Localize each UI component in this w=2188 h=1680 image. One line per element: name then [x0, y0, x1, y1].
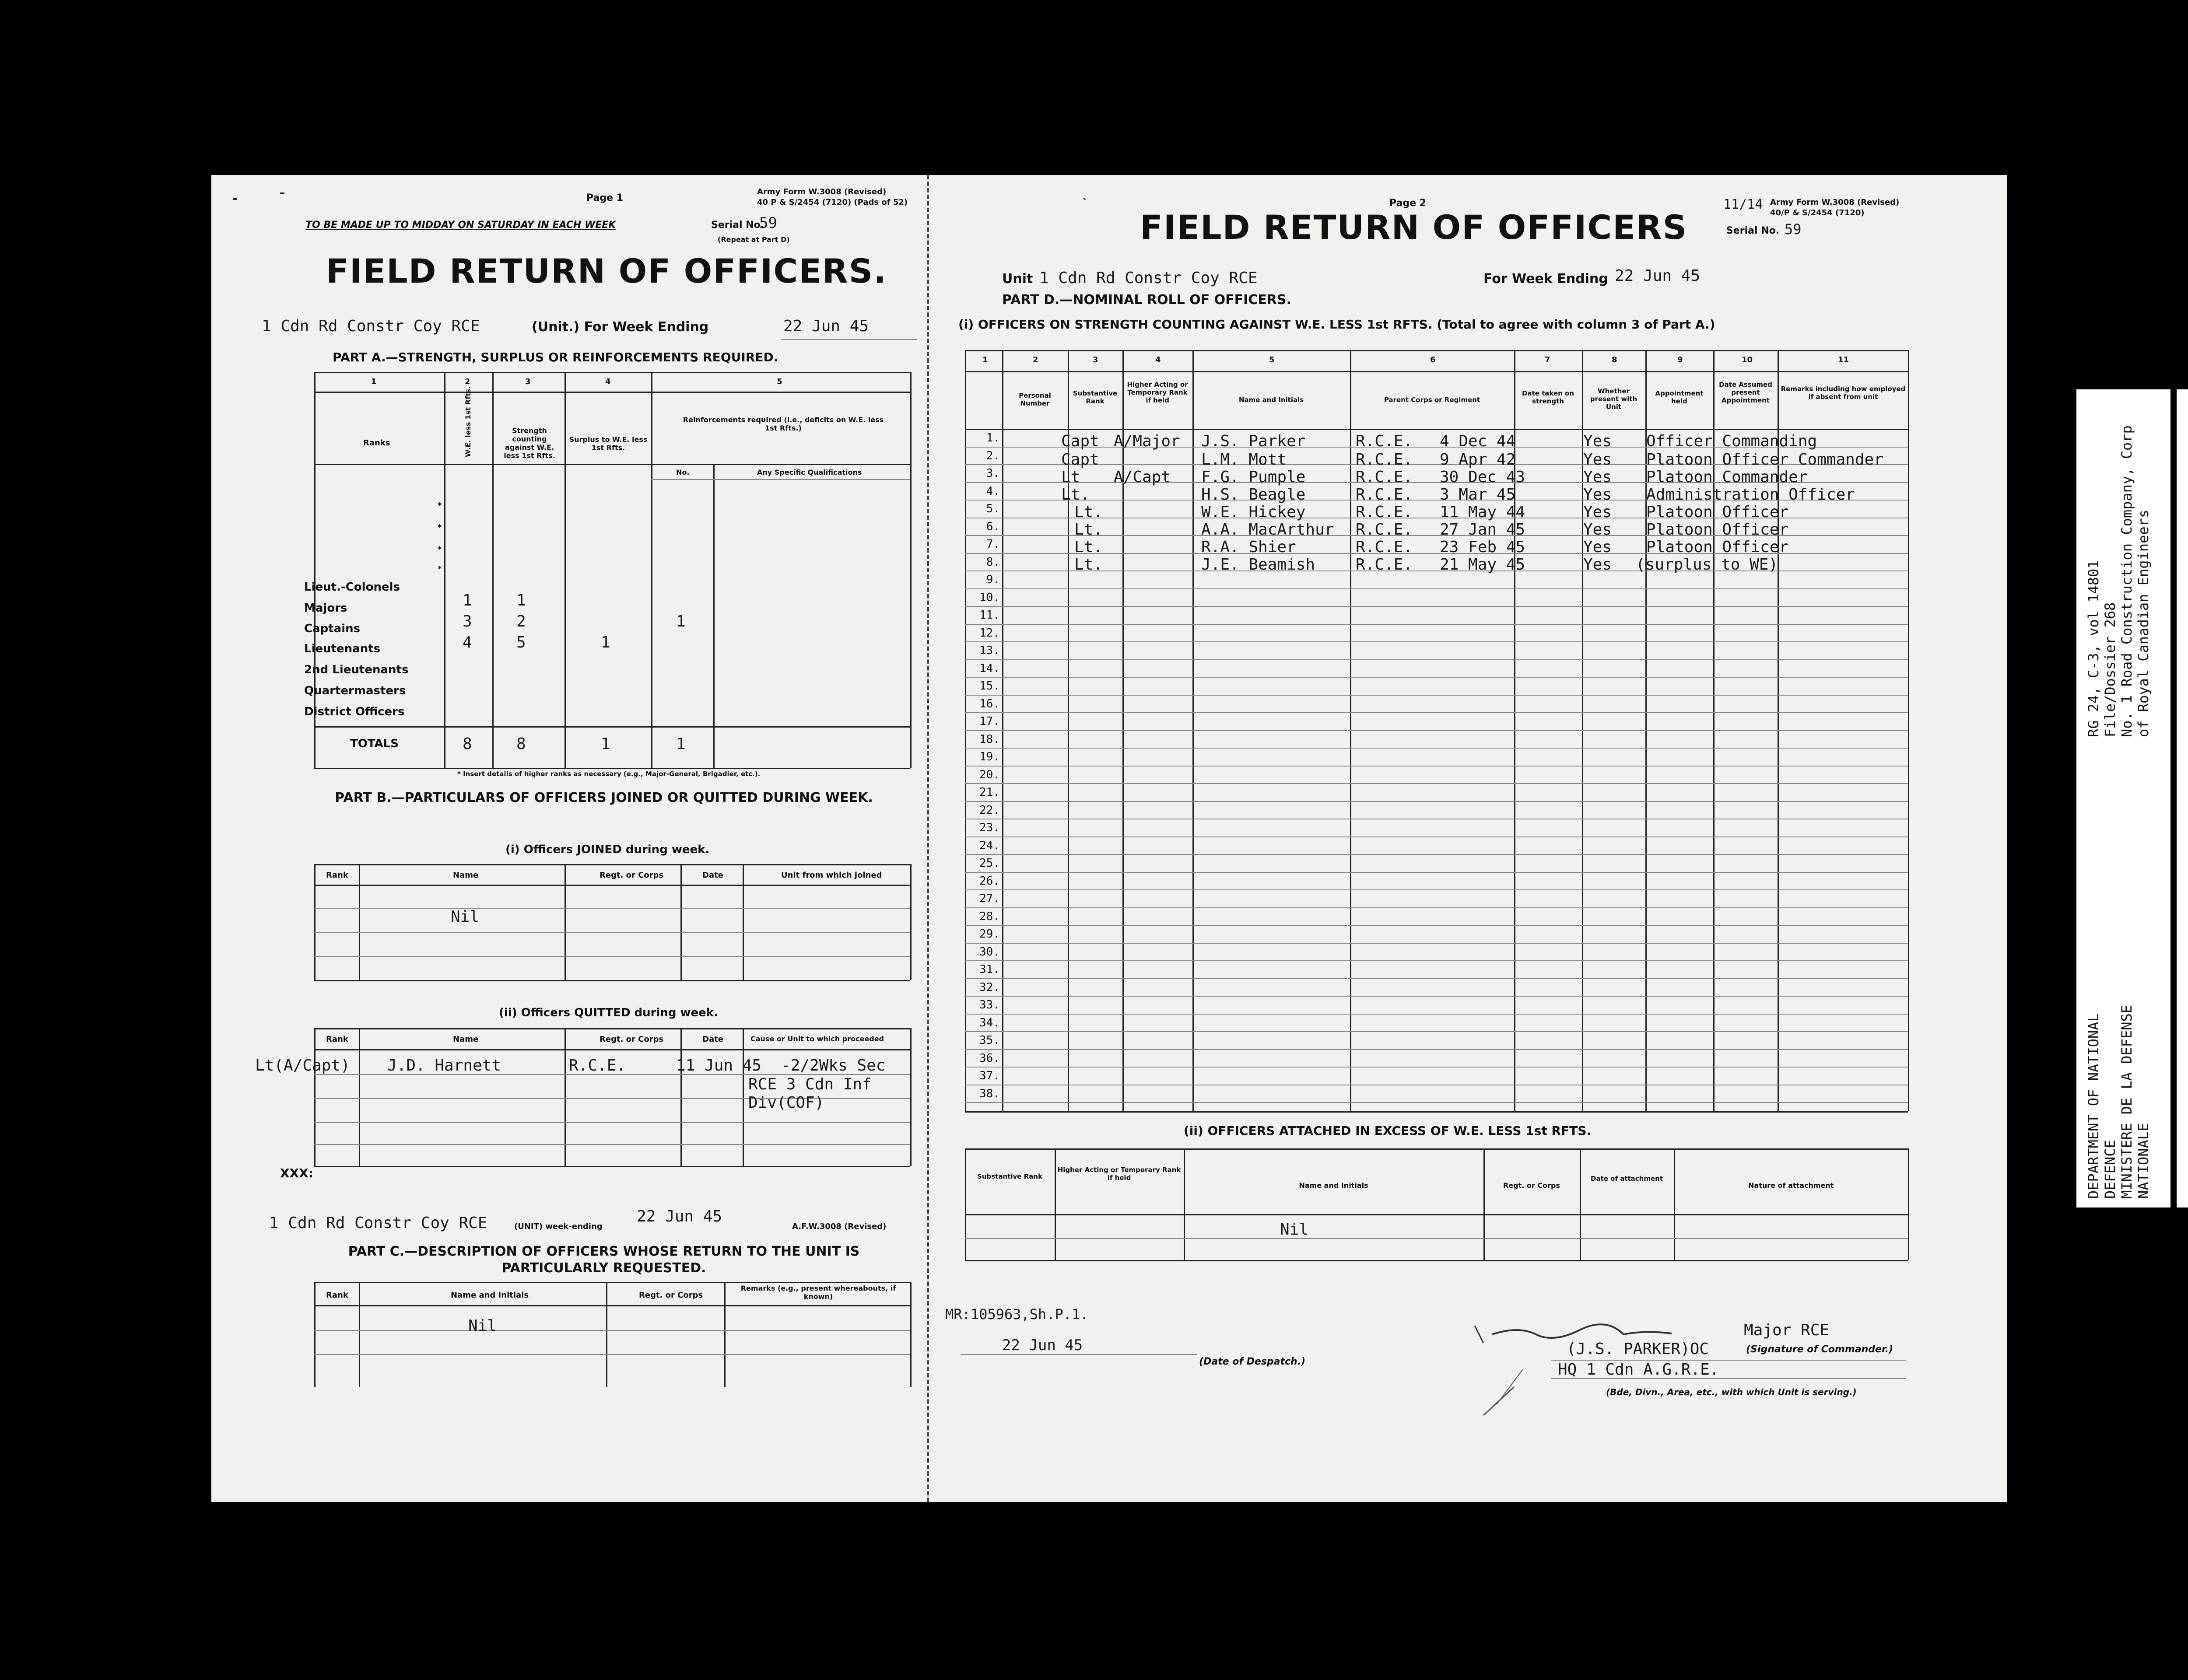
- roll-colnum-3: 3: [1093, 355, 1098, 364]
- attached-value: Nil: [1280, 1221, 1309, 1239]
- officer-date: 9 Apr 42: [1440, 451, 1516, 469]
- part-d-title: PART D.—NOMINAL ROLL OF OFFICERS.: [1002, 292, 1291, 308]
- page2-week-label: For Week Ending: [1483, 271, 1608, 287]
- roll-row-number: 21.: [979, 786, 1000, 799]
- part-a-col-surplus: Surplus to W.E. less 1st Rfts.: [569, 435, 648, 452]
- archive-dept-line4: NATIONALE: [2135, 1123, 2152, 1199]
- officer-appointment: Officer Commanding: [1646, 432, 1817, 450]
- roll-row-line: [965, 783, 1908, 784]
- officer-corps: R.C.E.: [1356, 503, 1413, 521]
- part-a-colnum-4: 4: [605, 377, 611, 386]
- despatch-date: 22 Jun 45: [1002, 1337, 1083, 1354]
- archive-ref-line1: RG 24, C-3, vol 14801: [2085, 560, 2102, 737]
- hq-value: HQ 1 Cdn A.G.R.E.: [1558, 1361, 1719, 1379]
- archive-dept-line1: DEPARTMENT OF NATIONAL: [2085, 1013, 2102, 1199]
- part-a-captains-strength: 2: [516, 612, 526, 630]
- roll-row-line: [965, 712, 1908, 713]
- roll-row-line: [965, 606, 1908, 607]
- roll-row-number: 32.: [979, 980, 1000, 994]
- roll-row-number: 16.: [979, 697, 1000, 710]
- roll-row-line: [965, 677, 1908, 678]
- roll-row-number: 2.: [986, 449, 1000, 462]
- punch-mark: [280, 192, 284, 194]
- roll-row-line: [965, 907, 1908, 908]
- page-fold-line: [927, 175, 929, 1502]
- roll-row-line: [965, 730, 1908, 731]
- archive-ref-line3: No. 1 Road Construction Company, Corp: [2118, 425, 2135, 737]
- roll-col-name: Name and Initials: [1238, 396, 1304, 404]
- roll-col-substantive-rank: Substantive Rank: [1073, 389, 1118, 405]
- quitted-cause-3: Div(COF): [748, 1094, 824, 1112]
- roll-row-number: 27.: [979, 892, 1000, 905]
- officer-appointment: Platoon Officer: [1646, 538, 1789, 556]
- attached-col-corps: Regt. or Corps: [1503, 1181, 1560, 1190]
- officer-rank: Lt.: [1074, 521, 1103, 539]
- part-c-col-corps: Regt. or Corps: [639, 1291, 703, 1300]
- part-a-totals-surplus: 1: [601, 735, 610, 753]
- part-a-rank: Lieut.-Colonels: [304, 581, 400, 594]
- attached-col-nature: Nature of attachment: [1748, 1181, 1834, 1190]
- officer-appointment: Platoon Officer Commander: [1646, 451, 1883, 469]
- officer-corps: R.C.E.: [1356, 556, 1413, 574]
- roll-row-line: [965, 960, 1908, 961]
- officer-higher-rank: A/Major: [1114, 432, 1180, 450]
- roll-row-line: [965, 748, 1908, 749]
- roll-row-number: 13.: [979, 644, 1000, 657]
- part-a-totals-we: 8: [463, 735, 472, 753]
- roll-row-number: 5.: [986, 502, 1000, 515]
- pencil-mark: `: [1082, 197, 1088, 210]
- roll-col-personal-number: Personal Number: [1019, 392, 1051, 407]
- joined-value: Nil: [451, 908, 480, 926]
- page2-form-print: 40/P & S/2454 (7120): [1770, 208, 1865, 217]
- part-a-col-no: No.: [676, 468, 690, 476]
- roll-row-number: 12.: [979, 626, 1000, 640]
- officer-present: Yes: [1583, 432, 1612, 450]
- officer-present: Yes: [1583, 451, 1612, 469]
- archive-ref-line2: File/Dossier 268: [2102, 602, 2118, 737]
- attached-col-rank: Substantive Rank: [977, 1172, 1042, 1180]
- roll-row-line: [965, 836, 1908, 837]
- part-a-col-qual: Any Specific Qualifications: [757, 468, 862, 476]
- roll-row-line: [965, 1014, 1908, 1015]
- part-a-footnote: * Insert details of higher ranks as necessary (e.g., Major-General, Brigadier, etc.).: [457, 770, 761, 778]
- officer-present: Yes: [1583, 538, 1612, 556]
- officer-rank: Lt.: [1074, 556, 1103, 574]
- signature-name: (J.S. PARKER)OC: [1567, 1340, 1709, 1358]
- roll-colnum-6: 6: [1430, 355, 1436, 364]
- page2-unit-label: Unit: [1002, 271, 1033, 287]
- section-i-title: (i) OFFICERS ON STRENGTH COUNTING AGAINST W.E. LESS 1st RFTS. (Total to agree with column 3 of Part A.): [958, 317, 1715, 332]
- roll-row-number: 1.: [986, 431, 1000, 444]
- part-a-rank: Lieutenants: [304, 642, 381, 655]
- officer-corps: R.C.E.: [1356, 521, 1413, 539]
- officer-name: F.G. Pumple: [1201, 468, 1306, 486]
- part-c-col-rank: Rank: [326, 1291, 348, 1300]
- roll-col-corps: Parent Corps or Regiment: [1384, 396, 1480, 404]
- roll-col-present: Whether present with Unit: [1590, 387, 1637, 411]
- part-a-rank: Majors: [304, 602, 347, 615]
- attached-col-name: Name and Initials: [1299, 1181, 1368, 1190]
- roll-row-line: [965, 588, 1908, 589]
- roll-row-line: [965, 659, 1908, 660]
- page1-unit-label: (Unit.) For Week Ending: [532, 319, 709, 335]
- officer-corps: R.C.E.: [1356, 451, 1413, 469]
- page2-serial-value: 59: [1785, 221, 1802, 238]
- part-c-title: PART C.—DESCRIPTION OF OFFICERS WHOSE RETURN TO THE UNIT IS PARTICULARLY REQUESTED.: [348, 1244, 860, 1276]
- part-a-totals-no: 1: [676, 735, 686, 753]
- part-a-col-ranks: Ranks: [363, 438, 390, 448]
- part-a-col-reinf: Reinforcements required (i.e., deficits on W.E. less 1st Rfts.): [683, 416, 884, 432]
- roll-row-line: [965, 996, 1908, 997]
- serial-value: 59: [759, 214, 777, 232]
- roll-row-line: [965, 1031, 1908, 1032]
- roll-row-line: [965, 695, 1908, 696]
- quitted-col-rank: Rank: [326, 1035, 348, 1044]
- archive-dept-line2: DEFENCE: [2102, 1140, 2118, 1199]
- part-b-title: PART B.—PARTICULARS OF OFFICERS JOINED OR QUITTED DURING WEEK.: [335, 790, 873, 805]
- page2-unit-value: 1 Cdn Rd Constr Coy RCE: [1039, 269, 1258, 287]
- roll-row-number: 31.: [979, 963, 1000, 976]
- roll-row-number: 11.: [979, 609, 1000, 622]
- quitted-cause-2: RCE 3 Cdn Inf: [748, 1075, 872, 1093]
- part-a-majors-strength: 1: [516, 592, 526, 609]
- part-c-form-ref: A.F.W.3008 (Revised): [792, 1222, 887, 1231]
- part-c-unit-label: (UNIT) week-ending: [514, 1222, 603, 1231]
- part-c-col-remarks: Remarks (e.g., present whereabouts, if known): [740, 1284, 896, 1301]
- page2-form-code: Army Form W.3008 (Revised): [1770, 198, 1900, 207]
- quitted-col-corps: Regt. or Corps: [600, 1035, 664, 1044]
- officer-corps: R.C.E.: [1356, 538, 1413, 556]
- officer-date: 11 May 44: [1440, 503, 1525, 521]
- officer-name: R.A. Shier: [1201, 538, 1296, 556]
- roll-row-number: 19.: [979, 750, 1000, 763]
- asterisk-mark: *: [438, 564, 442, 574]
- roll-row-line: [965, 1102, 1908, 1103]
- roll-colnum-8: 8: [1612, 355, 1617, 364]
- officer-rank: Capt: [1061, 432, 1099, 450]
- roll-row-number: 7.: [986, 538, 1000, 551]
- roll-row-line: [965, 925, 1908, 926]
- roll-row-number: 15.: [979, 679, 1000, 693]
- part-a-colnum-3: 3: [525, 377, 531, 386]
- roll-row-number: 8.: [986, 555, 1000, 569]
- roll-row-line: [965, 854, 1908, 855]
- part-a-rank: Captains: [304, 622, 361, 635]
- roll-row-line: [965, 889, 1908, 890]
- officer-corps: R.C.E.: [1356, 468, 1413, 486]
- page2-corner-number: 11/14: [1723, 197, 1763, 212]
- quitted-cause-1: -2/2Wks Sec: [781, 1057, 886, 1074]
- officer-appointment: (surplus to WE): [1636, 556, 1778, 574]
- roll-row-number: 3.: [986, 467, 1000, 480]
- roll-row-number: 33.: [979, 998, 1000, 1012]
- officer-appointment: Administration Officer: [1646, 486, 1855, 504]
- roll-row-number: 34.: [979, 1016, 1000, 1029]
- roll-row-line: [965, 1067, 1908, 1068]
- roll-row-number: 23.: [979, 821, 1000, 834]
- roll-colnum-9: 9: [1677, 355, 1683, 364]
- page2-label: Page 2: [1389, 198, 1427, 209]
- roll-col-date-taken: Date taken on strength: [1522, 389, 1574, 405]
- officer-name: L.M. Mott: [1201, 451, 1287, 469]
- part-a-captains-no: 1: [676, 612, 686, 630]
- joined-col-name: Name: [453, 871, 479, 880]
- officer-name: A.A. MacArthur: [1201, 521, 1334, 539]
- roll-row-number: 10.: [979, 591, 1000, 604]
- signature-rank: Major RCE: [1744, 1321, 1830, 1339]
- quitted-col-date: Date: [702, 1035, 723, 1044]
- quitted-col-name: Name: [453, 1035, 479, 1044]
- roll-row-number: 37.: [979, 1069, 1000, 1082]
- part-b-quitted-title: (ii) Officers QUITTED during week.: [499, 1006, 718, 1019]
- joined-col-corps: Regt. or Corps: [600, 871, 664, 880]
- roll-col-date-assumed: Date Assumed present Appointment: [1719, 381, 1772, 404]
- xxx-mark: XXX:: [280, 1166, 313, 1180]
- roll-row-number: 28.: [979, 910, 1000, 923]
- signature-label: (Signature of Commander.): [1746, 1344, 1893, 1355]
- page2-week-ending: 22 Jun 45: [1615, 267, 1701, 285]
- part-a-title: PART A.—STRENGTH, SURPLUS OR REINFORCEMENTS REQUIRED.: [333, 350, 778, 364]
- hq-label: (Bde, Divn., Area, etc., with which Unit is serving.): [1606, 1387, 1857, 1397]
- part-a-col-strength: Strength counting against W.E. less 1st Rfts.: [504, 427, 555, 460]
- roll-row-line: [965, 1049, 1908, 1050]
- officer-present: Yes: [1583, 556, 1612, 574]
- officer-rank: Lt.: [1074, 503, 1103, 521]
- part-a-colnum-2: 2: [465, 377, 470, 386]
- page1-form-print: 40 P & S/2454 (7120) (Pads of 52): [757, 198, 908, 207]
- roll-colnum-11: 11: [1838, 355, 1849, 364]
- part-a-lieutenants-we: 4: [463, 634, 472, 651]
- serial-note: (Repeat at Part D): [718, 235, 790, 244]
- part-a-rank: District Officers: [304, 705, 405, 718]
- officer-date: 27 Jan 45: [1440, 521, 1525, 539]
- roll-row-number: 17.: [979, 715, 1000, 728]
- part-c-col-name: Name and Initials: [451, 1291, 529, 1300]
- roll-colnum-1: 1: [982, 355, 988, 364]
- officer-appointment: Platoon Officer: [1646, 521, 1789, 539]
- officer-date: 30 Dec 43: [1440, 468, 1525, 486]
- page1-unit-value: 1 Cdn Rd Constr Coy RCE: [262, 317, 480, 335]
- roll-row-number: 36.: [979, 1051, 1000, 1065]
- officer-present: Yes: [1583, 468, 1612, 486]
- joined-col-rank: Rank: [326, 871, 348, 880]
- part-a-rank: 2nd Lieutenants: [304, 663, 409, 676]
- officer-present: Yes: [1583, 486, 1612, 504]
- roll-colnum-5: 5: [1269, 355, 1275, 364]
- officer-rank: Capt: [1061, 451, 1099, 469]
- officer-name: W.E. Hickey: [1201, 503, 1306, 521]
- roll-colnum-10: 10: [1742, 355, 1753, 364]
- officer-rank: Lt.: [1074, 538, 1103, 556]
- officer-present: Yes: [1583, 521, 1612, 539]
- page1-instruction: TO BE MADE UP TO MIDDAY ON SATURDAY IN EACH WEEK: [305, 220, 616, 231]
- asterisk-mark: *: [438, 545, 442, 554]
- page1-title: FIELD RETURN OF OFFICERS.: [326, 252, 887, 290]
- part-a-lieutenants-strength: 5: [516, 634, 526, 651]
- asterisk-mark: *: [438, 501, 442, 510]
- part-a-totals-strength: 8: [516, 735, 526, 753]
- officer-date: 4 Dec 44: [1440, 432, 1516, 450]
- roll-row-number: 20.: [979, 768, 1000, 781]
- roll-row-number: 6.: [986, 520, 1000, 533]
- roll-row-number: 30.: [979, 945, 1000, 959]
- despatch-label: (Date of Despatch.): [1199, 1356, 1306, 1367]
- part-b-joined-title: (i) Officers JOINED during week.: [505, 843, 710, 856]
- officer-name: J.E. Beamish: [1201, 556, 1315, 574]
- roll-colnum-2: 2: [1033, 355, 1038, 364]
- roll-row-number: 4.: [986, 484, 1000, 498]
- attached-col-higher: Higher Acting or Temporary Rank if held: [1057, 1166, 1181, 1182]
- roll-col-higher-rank: Higher Acting or Temporary Rank if held: [1127, 381, 1188, 404]
- roll-row-number: 9.: [986, 573, 1000, 586]
- joined-col-date: Date: [702, 871, 723, 880]
- officer-appointment: Platoon Commander: [1646, 468, 1808, 486]
- quitted-name: J.D. Harnett: [387, 1057, 501, 1074]
- joined-col-unit: Unit from which joined: [781, 871, 882, 880]
- part-c-value: Nil: [468, 1317, 497, 1335]
- officer-date: 23 Feb 45: [1440, 538, 1525, 556]
- archive-dept-line3: MINISTERE DE LA DEFENSE: [2118, 1004, 2135, 1199]
- page1-label: Page 1: [586, 192, 624, 203]
- quitted-col-cause: Cause or Unit to which proceeded: [750, 1035, 884, 1043]
- part-c-week-ending: 22 Jun 45: [637, 1208, 722, 1225]
- part-a-col-we: W.E. less 1st Rfts.: [464, 386, 472, 457]
- roll-row-line: [965, 872, 1908, 873]
- officer-name: J.S. Parker: [1201, 432, 1306, 450]
- page1-form-code: Army Form W.3008 (Revised): [757, 187, 887, 196]
- part-a-rank: Quartermasters: [304, 684, 406, 697]
- officer-corps: R.C.E.: [1356, 432, 1413, 450]
- roll-row-number: 38.: [979, 1087, 1000, 1100]
- punch-mark: [233, 198, 237, 200]
- label-divider-bar: [2170, 389, 2177, 1208]
- part-a-totals-label: TOTALS: [350, 737, 399, 750]
- officer-present: Yes: [1583, 503, 1612, 521]
- archive-ref-line4: of Royal Canadian Engineers: [2135, 509, 2152, 737]
- part-a-lieutenants-surplus: 1: [601, 634, 610, 651]
- part-a-colnum-1: 1: [371, 377, 377, 386]
- roll-row-number: 35.: [979, 1034, 1000, 1047]
- roll-row-number: 24.: [979, 839, 1000, 852]
- roll-row-number: 25.: [979, 857, 1000, 870]
- attached-col-date: Date of attachment: [1591, 1175, 1663, 1183]
- officer-higher-rank: A/Capt: [1114, 468, 1171, 486]
- part-a-captains-we: 3: [463, 612, 472, 630]
- part-a-majors-we: 1: [463, 592, 472, 609]
- roll-row-line: [965, 978, 1908, 979]
- roll-colnum-4: 4: [1155, 355, 1161, 364]
- officer-name: H.S. Beagle: [1201, 486, 1306, 504]
- document-sheet: [211, 175, 2007, 1502]
- quitted-date: 11 Jun 45: [676, 1057, 762, 1074]
- officer-rank: Lt: [1061, 468, 1080, 486]
- quitted-rank: Lt(A/Capt): [255, 1057, 350, 1074]
- roll-row-number: 29.: [979, 928, 1000, 941]
- officer-date: 21 May 45: [1440, 556, 1525, 574]
- section-ii-title: (ii) OFFICERS ATTACHED IN EXCESS OF W.E. LESS 1st RFTS.: [1184, 1124, 1591, 1138]
- part-c-unit-value: 1 Cdn Rd Constr Coy RCE: [269, 1214, 487, 1232]
- roll-colnum-7: 7: [1545, 355, 1550, 364]
- roll-row-line: [965, 624, 1908, 625]
- roll-row-line: [965, 943, 1908, 944]
- asterisk-mark: *: [438, 523, 442, 532]
- page2-title: FIELD RETURN OF OFFICERS: [1140, 208, 1688, 247]
- roll-row-number: 26.: [979, 874, 1000, 888]
- page1-week-ending: 22 Jun 45: [783, 317, 869, 335]
- officer-rank: Lt.: [1061, 486, 1090, 504]
- officer-appointment: Platoon Officer: [1646, 503, 1789, 521]
- officer-corps: R.C.E.: [1356, 486, 1413, 504]
- officer-date: 3 Mar 45: [1440, 486, 1516, 504]
- page2-serial-label: Serial No.: [1726, 225, 1780, 236]
- roll-row-number: 22.: [979, 803, 1000, 817]
- roll-row-number: 18.: [979, 732, 1000, 746]
- quitted-corps: R.C.E.: [569, 1057, 626, 1074]
- serial-label: Serial No.: [711, 220, 764, 231]
- roll-row-line: [965, 801, 1908, 802]
- roll-row-line: [965, 641, 1908, 642]
- roll-row-number: 14.: [979, 662, 1000, 675]
- roll-col-appointment: Appointment held: [1655, 389, 1704, 405]
- roll-col-remarks: Remarks including how employed if absent from unit: [1781, 385, 1906, 401]
- archive-label-card: [2076, 389, 2188, 1208]
- part-a-colnum-5: 5: [777, 377, 782, 386]
- mr-reference: MR:105963,Sh.P.1.: [945, 1306, 1089, 1323]
